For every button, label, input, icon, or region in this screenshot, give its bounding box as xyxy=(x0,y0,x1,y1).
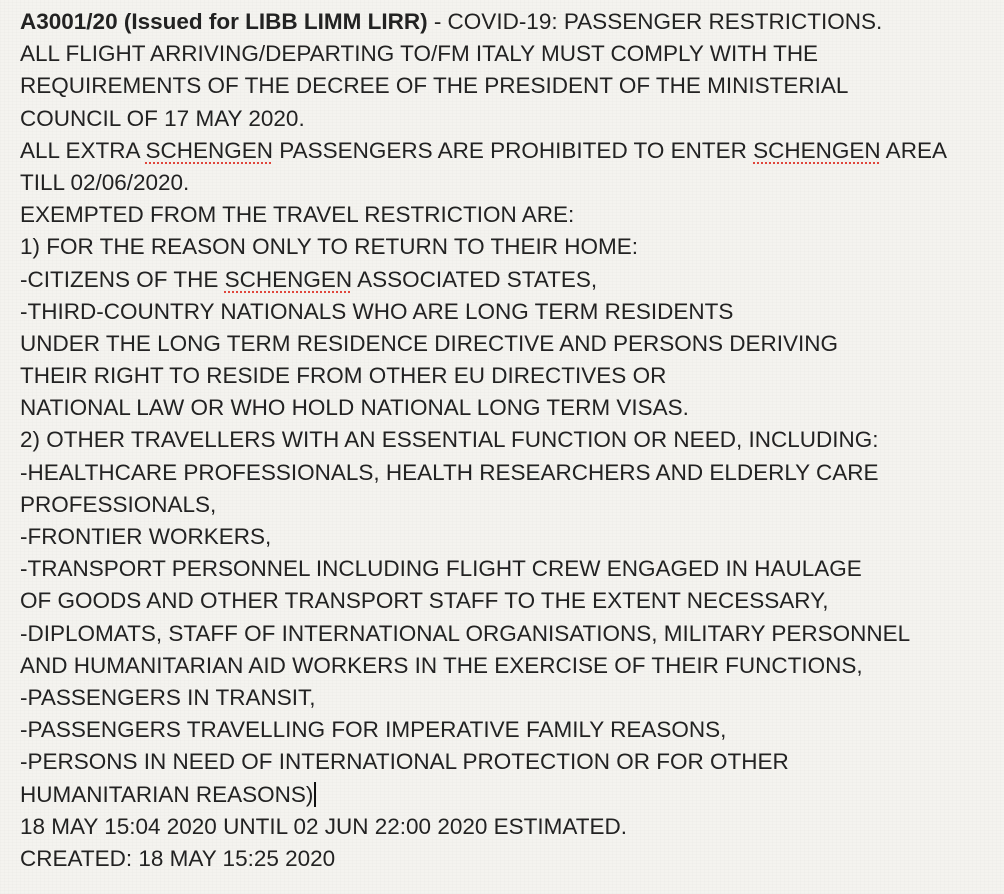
text-line: -FRONTIER WORKERS, xyxy=(20,524,272,549)
text-line: NATIONAL LAW OR WHO HOLD NATIONAL LONG TERM VISAS. xyxy=(20,395,689,421)
text-segment: ALL EXTRA xyxy=(20,137,146,163)
notam-id-header: A3001/20 (Issued for LIBB LIMM LIRR) xyxy=(20,9,428,34)
text-line: -PASSENGERS IN TRANSIT, xyxy=(20,684,316,710)
text-segment: HUMANITARIAN REASONS) xyxy=(20,781,314,807)
text-line: OF GOODS AND OTHER TRANSPORT STAFF TO THE EXTENT NECESSARY, xyxy=(20,588,829,614)
spellcheck-flagged-word: SCHENGEN xyxy=(753,137,881,163)
text-line: 1) FOR THE REASON ONLY TO RETURN TO THEIR HOME: xyxy=(20,234,639,260)
text-line xyxy=(20,135,995,167)
text-line: -TRANSPORT PERSONNEL INCLUDING FLIGHT CREW ENGAGED IN HAULAGE xyxy=(20,556,862,582)
text-segment: AREA xyxy=(880,137,947,163)
text-line: PROFESSIONALS, xyxy=(20,491,217,517)
text-line xyxy=(20,264,995,296)
text-segment: -CITIZENS OF THE xyxy=(20,266,225,292)
text-line: REQUIREMENTS OF THE DECREE OF THE PRESIDENT OF THE MINISTERIAL xyxy=(20,73,849,99)
text-line: -DIPLOMATS, STAFF OF INTERNATIONAL ORGANISATIONS, MILITARY PERSONNEL xyxy=(20,620,911,646)
text-segment: PASSENGERS ARE PROHIBITED TO ENTER xyxy=(273,137,754,163)
text-line: -PERSONS IN NEED OF INTERNATIONAL PROTECTION OR FOR OTHER xyxy=(20,749,789,775)
text-line: 2) OTHER TRAVELLERS WITH AN ESSENTIAL FUNCTION OR NEED, INCLUDING: xyxy=(20,427,879,453)
created-line: CREATED: 18 MAY 15:25 2020 xyxy=(20,845,336,871)
notam-header-line xyxy=(20,6,995,38)
text-line-with-caret xyxy=(20,779,995,811)
text-line: -HEALTHCARE PROFESSIONALS, HEALTH RESEARCHERS AND ELDERLY CARE xyxy=(20,459,879,485)
spellcheck-flagged-word: SCHENGEN xyxy=(224,266,353,292)
text-line: THEIR RIGHT TO RESIDE FROM OTHER EU DIRECTIVES OR xyxy=(20,363,667,389)
text-cursor xyxy=(314,782,316,807)
text-segment: ASSOCIATED STATES, xyxy=(352,266,598,292)
text-line: EXEMPTED FROM THE TRAVEL RESTRICTION ARE: xyxy=(20,202,575,228)
text-line: TILL 02/06/2020. xyxy=(20,169,190,195)
text-line: COUNCIL OF 17 MAY 2020. xyxy=(20,105,305,131)
spellcheck-flagged-word: SCHENGEN xyxy=(145,137,274,163)
text-line: UNDER THE LONG TERM RESIDENCE DIRECTIVE AND PERSONS DERIVING xyxy=(20,330,839,356)
text-line: -THIRD-COUNTRY NATIONALS WHO ARE LONG TERM RESIDENTS xyxy=(20,298,734,324)
notam-subject: - COVID-19: PASSENGER RESTRICTIONS. xyxy=(427,9,883,34)
notam-text-area[interactable] xyxy=(20,6,995,875)
text-line: AND HUMANITARIAN AID WORKERS IN THE EXERCISE OF THEIR FUNCTIONS, xyxy=(20,652,863,678)
text-line: -PASSENGERS TRAVELLING FOR IMPERATIVE FAMILY REASONS, xyxy=(20,717,727,743)
text-line: ALL FLIGHT ARRIVING/DEPARTING TO/FM ITALY MUST COMPLY WITH THE xyxy=(20,41,819,67)
validity-line: 18 MAY 15:04 2020 UNTIL 02 JUN 22:00 2020 ESTIMATED. xyxy=(20,813,627,839)
